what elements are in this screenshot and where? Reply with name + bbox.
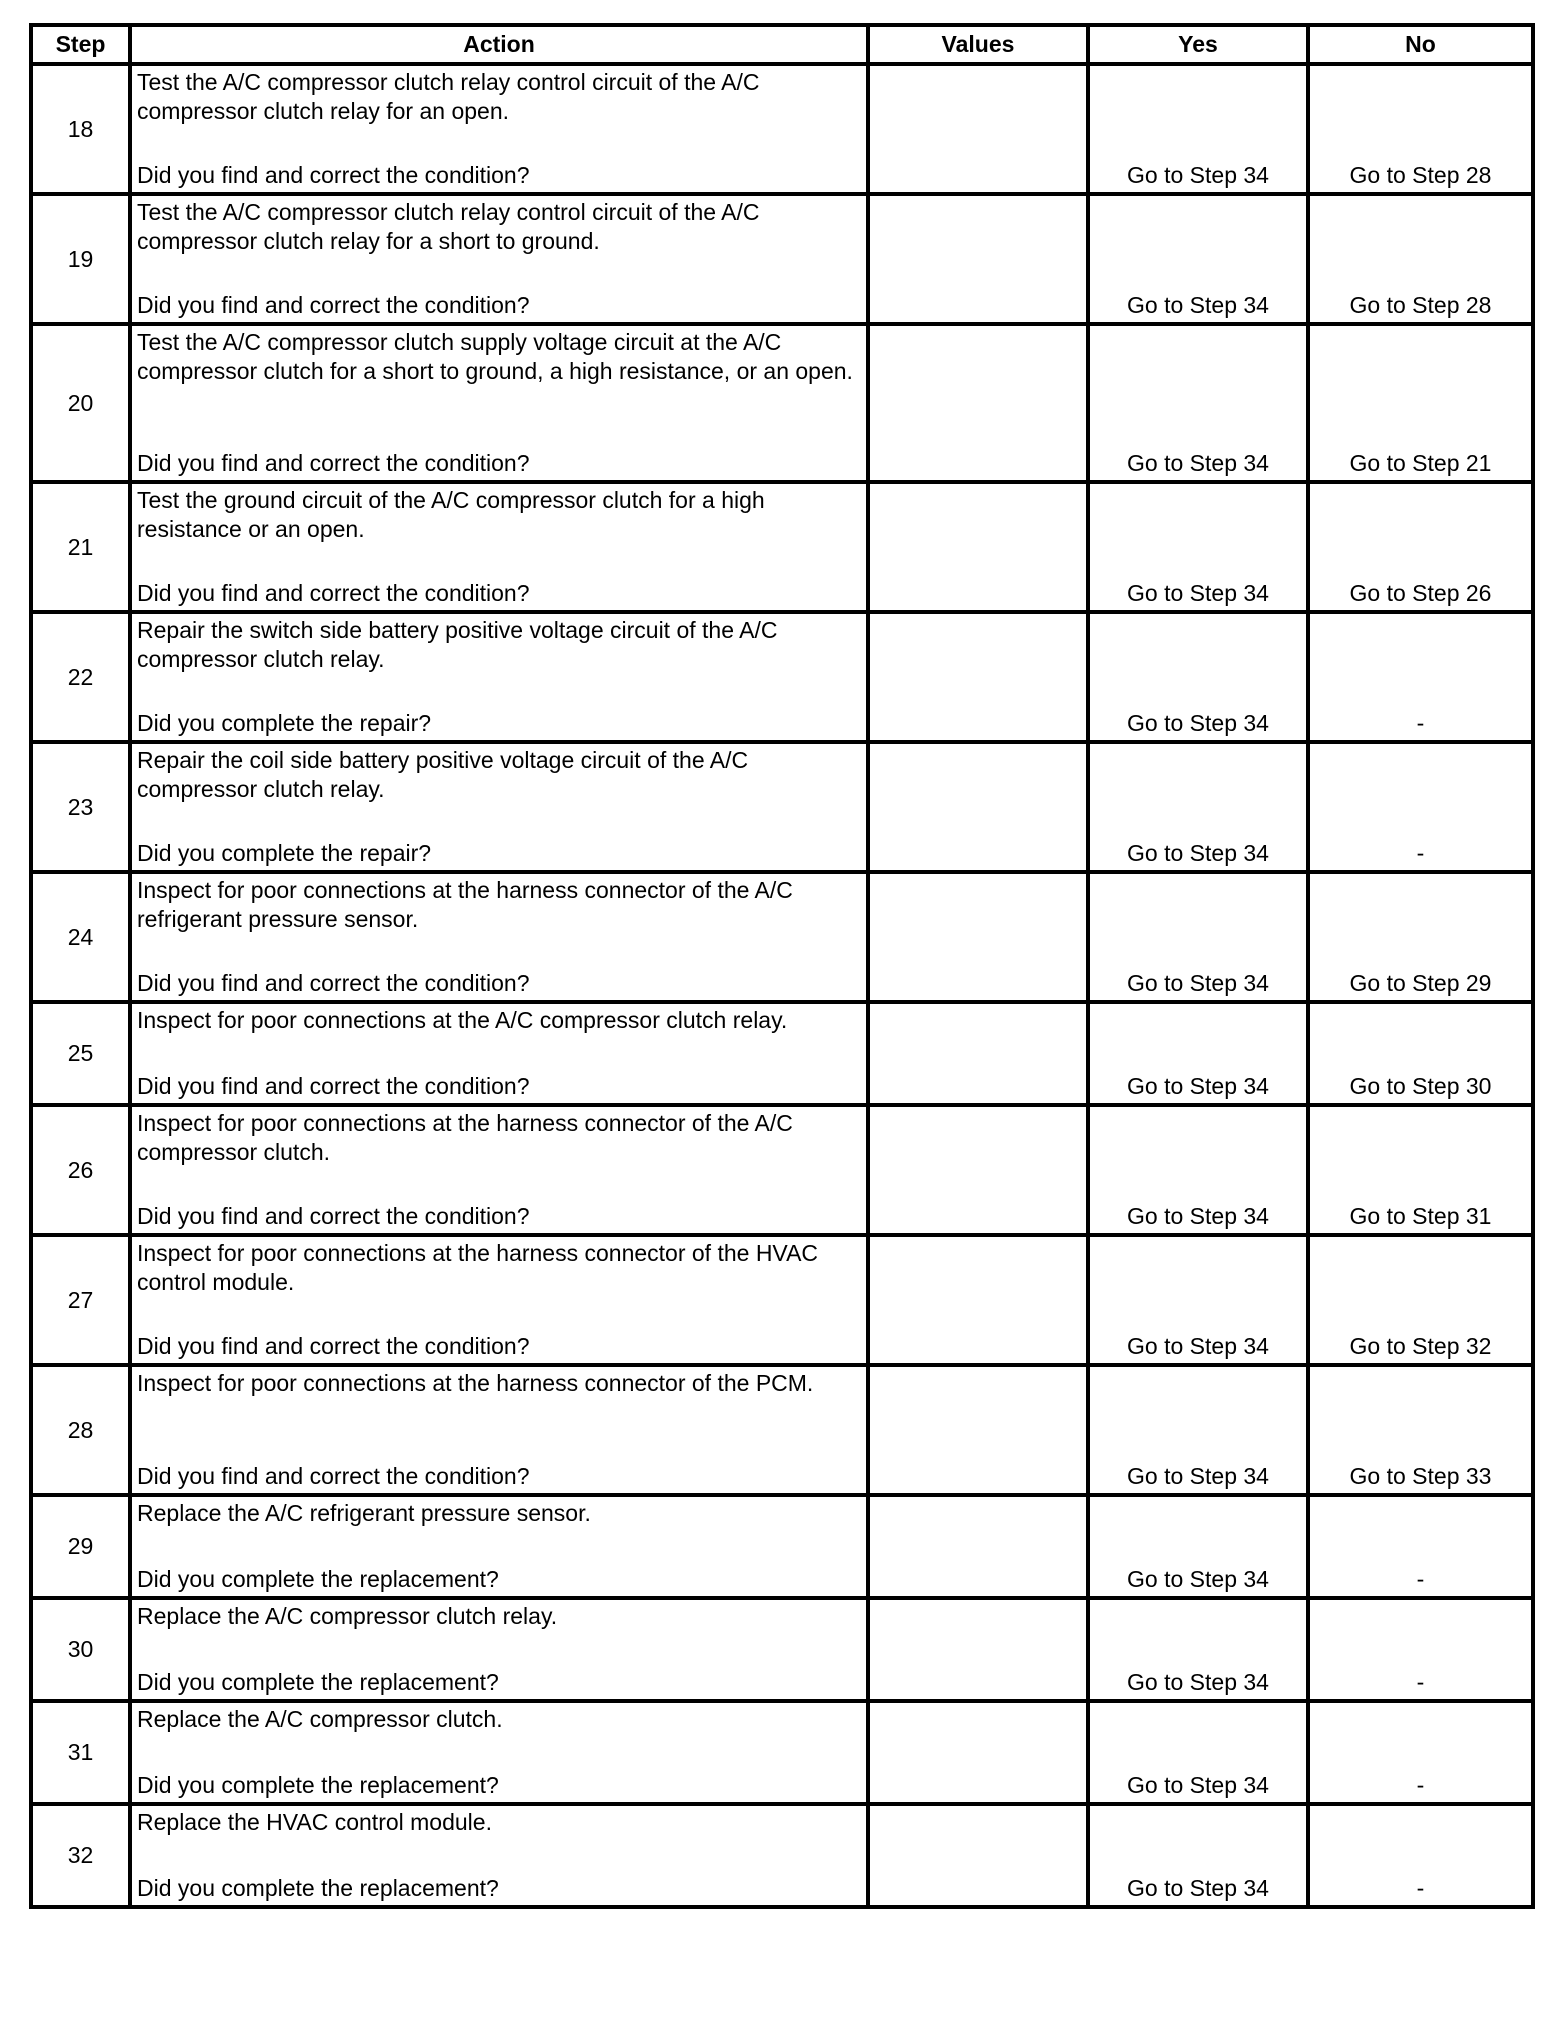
table-row xyxy=(31,1235,1533,1365)
action-text: Inspect for poor connections at the harness connector of the PCM. xyxy=(137,1370,814,1396)
step-number: 24 xyxy=(31,872,130,1002)
step-number: 23 xyxy=(31,742,130,872)
table-row xyxy=(31,324,1533,482)
step-number: 32 xyxy=(31,1804,130,1907)
yes-cell: Go to Step 34 xyxy=(1088,1235,1308,1365)
action-question: Did you complete the repair? xyxy=(137,710,432,736)
action-text: Inspect for poor connections at the harness connector of the A/C compressor clutch. xyxy=(137,1110,793,1165)
action-cell xyxy=(130,1365,868,1495)
action-question: Did you find and correct the condition? xyxy=(137,450,530,476)
action-cell xyxy=(130,1495,868,1598)
table-row xyxy=(31,1365,1533,1495)
values-cell xyxy=(868,1804,1088,1907)
table-row xyxy=(31,1701,1533,1804)
action-question: Did you find and correct the condition? xyxy=(137,292,530,318)
action-cell xyxy=(130,1598,868,1701)
action-cell xyxy=(130,1105,868,1235)
yes-cell: Go to Step 34 xyxy=(1088,482,1308,612)
step-number: 26 xyxy=(31,1105,130,1235)
header-no: No xyxy=(1308,25,1533,64)
values-cell xyxy=(868,1598,1088,1701)
action-question: Did you complete the replacement? xyxy=(137,1772,499,1798)
action-question: Did you find and correct the condition? xyxy=(137,162,530,188)
yes-cell: Go to Step 34 xyxy=(1088,1804,1308,1907)
no-cell: Go to Step 28 xyxy=(1308,64,1533,194)
table-row xyxy=(31,64,1533,194)
table-row xyxy=(31,612,1533,742)
step-number: 25 xyxy=(31,1002,130,1105)
action-text: Replace the A/C compressor clutch relay. xyxy=(137,1603,558,1629)
yes-cell: Go to Step 34 xyxy=(1088,1365,1308,1495)
no-cell: - xyxy=(1308,1495,1533,1598)
yes-cell: Go to Step 34 xyxy=(1088,1701,1308,1804)
header-yes: Yes xyxy=(1088,25,1308,64)
action-text: Inspect for poor connections at the A/C compressor clutch relay. xyxy=(137,1007,788,1033)
action-question: Did you find and correct the condition? xyxy=(137,1203,530,1229)
no-cell: - xyxy=(1308,742,1533,872)
action-question: Did you complete the repair? xyxy=(137,840,432,866)
yes-cell: Go to Step 34 xyxy=(1088,872,1308,1002)
yes-cell: Go to Step 34 xyxy=(1088,1598,1308,1701)
values-cell xyxy=(868,194,1088,324)
table-row xyxy=(31,1598,1533,1701)
no-cell: Go to Step 32 xyxy=(1308,1235,1533,1365)
action-cell xyxy=(130,1235,868,1365)
values-cell xyxy=(868,1235,1088,1365)
action-question: Did you find and correct the condition? xyxy=(137,1073,530,1099)
action-cell xyxy=(130,482,868,612)
values-cell xyxy=(868,1701,1088,1804)
values-cell xyxy=(868,482,1088,612)
action-question: Did you find and correct the condition? xyxy=(137,1333,530,1359)
table-row xyxy=(31,194,1533,324)
values-cell xyxy=(868,64,1088,194)
yes-cell: Go to Step 34 xyxy=(1088,64,1308,194)
step-number: 21 xyxy=(31,482,130,612)
action-text: Replace the A/C compressor clutch. xyxy=(137,1706,503,1732)
action-text: Test the A/C compressor clutch relay control circuit of the A/C compressor clutch relay for a short to ground. xyxy=(137,199,760,254)
action-question: Did you complete the replacement? xyxy=(137,1875,499,1901)
table-row xyxy=(31,1002,1533,1105)
table-row xyxy=(31,1804,1533,1907)
yes-cell: Go to Step 34 xyxy=(1088,1105,1308,1235)
yes-cell: Go to Step 34 xyxy=(1088,194,1308,324)
action-question: Did you complete the replacement? xyxy=(137,1669,499,1695)
action-cell xyxy=(130,872,868,1002)
values-cell xyxy=(868,872,1088,1002)
no-cell: - xyxy=(1308,1598,1533,1701)
no-cell: Go to Step 28 xyxy=(1308,194,1533,324)
action-cell xyxy=(130,194,868,324)
no-cell: - xyxy=(1308,1804,1533,1907)
step-number: 28 xyxy=(31,1365,130,1495)
action-cell xyxy=(130,1701,868,1804)
action-text: Replace the A/C refrigerant pressure sensor. xyxy=(137,1500,591,1526)
step-number: 20 xyxy=(31,324,130,482)
values-cell xyxy=(868,1002,1088,1105)
step-number: 30 xyxy=(31,1598,130,1701)
values-cell xyxy=(868,742,1088,872)
yes-cell: Go to Step 34 xyxy=(1088,1495,1308,1598)
action-text: Inspect for poor connections at the harness connector of the A/C refrigerant pressure sensor. xyxy=(137,877,793,932)
no-cell: Go to Step 29 xyxy=(1308,872,1533,1002)
action-text: Replace the HVAC control module. xyxy=(137,1809,492,1835)
step-number: 18 xyxy=(31,64,130,194)
yes-cell: Go to Step 34 xyxy=(1088,1002,1308,1105)
action-text: Test the A/C compressor clutch supply voltage circuit at the A/C compressor clutch for a short to ground, a high resistance, or an open. xyxy=(137,329,853,384)
values-cell xyxy=(868,1365,1088,1495)
action-cell xyxy=(130,64,868,194)
no-cell: Go to Step 30 xyxy=(1308,1002,1533,1105)
action-text: Repair the coil side battery positive voltage circuit of the A/C compressor clutch relay. xyxy=(137,747,749,802)
action-text: Test the ground circuit of the A/C compressor clutch for a high resistance or an open. xyxy=(137,487,765,542)
header-step: Step xyxy=(31,25,130,64)
no-cell: Go to Step 21 xyxy=(1308,324,1533,482)
step-number: 31 xyxy=(31,1701,130,1804)
yes-cell: Go to Step 34 xyxy=(1088,324,1308,482)
action-question: Did you complete the replacement? xyxy=(137,1566,499,1592)
header-action: Action xyxy=(130,25,868,64)
no-cell: Go to Step 33 xyxy=(1308,1365,1533,1495)
values-cell xyxy=(868,1105,1088,1235)
step-number: 29 xyxy=(31,1495,130,1598)
yes-cell: Go to Step 34 xyxy=(1088,612,1308,742)
action-cell xyxy=(130,742,868,872)
table-row xyxy=(31,742,1533,872)
step-number: 27 xyxy=(31,1235,130,1365)
action-cell xyxy=(130,1002,868,1105)
table-row xyxy=(31,872,1533,1002)
action-question: Did you find and correct the condition? xyxy=(137,970,530,996)
table-row xyxy=(31,482,1533,612)
diagnostic-table xyxy=(29,23,1535,1909)
action-cell xyxy=(130,612,868,742)
no-cell: - xyxy=(1308,1701,1533,1804)
yes-cell: Go to Step 34 xyxy=(1088,742,1308,872)
step-number: 19 xyxy=(31,194,130,324)
header-values: Values xyxy=(868,25,1088,64)
values-cell xyxy=(868,324,1088,482)
table-row xyxy=(31,1495,1533,1598)
action-text: Test the A/C compressor clutch relay control circuit of the A/C compressor clutch relay for an open. xyxy=(137,69,760,124)
values-cell xyxy=(868,1495,1088,1598)
action-text: Inspect for poor connections at the harness connector of the HVAC control module. xyxy=(137,1240,819,1295)
values-cell xyxy=(868,612,1088,742)
no-cell: Go to Step 31 xyxy=(1308,1105,1533,1235)
no-cell: - xyxy=(1308,612,1533,742)
header-row xyxy=(31,25,1533,64)
step-number: 22 xyxy=(31,612,130,742)
action-question: Did you find and correct the condition? xyxy=(137,1463,530,1489)
action-text: Repair the switch side battery positive voltage circuit of the A/C compressor clutch relay. xyxy=(137,617,778,672)
action-question: Did you find and correct the condition? xyxy=(137,580,530,606)
action-cell xyxy=(130,1804,868,1907)
table-row xyxy=(31,1105,1533,1235)
no-cell: Go to Step 26 xyxy=(1308,482,1533,612)
action-cell xyxy=(130,324,868,482)
